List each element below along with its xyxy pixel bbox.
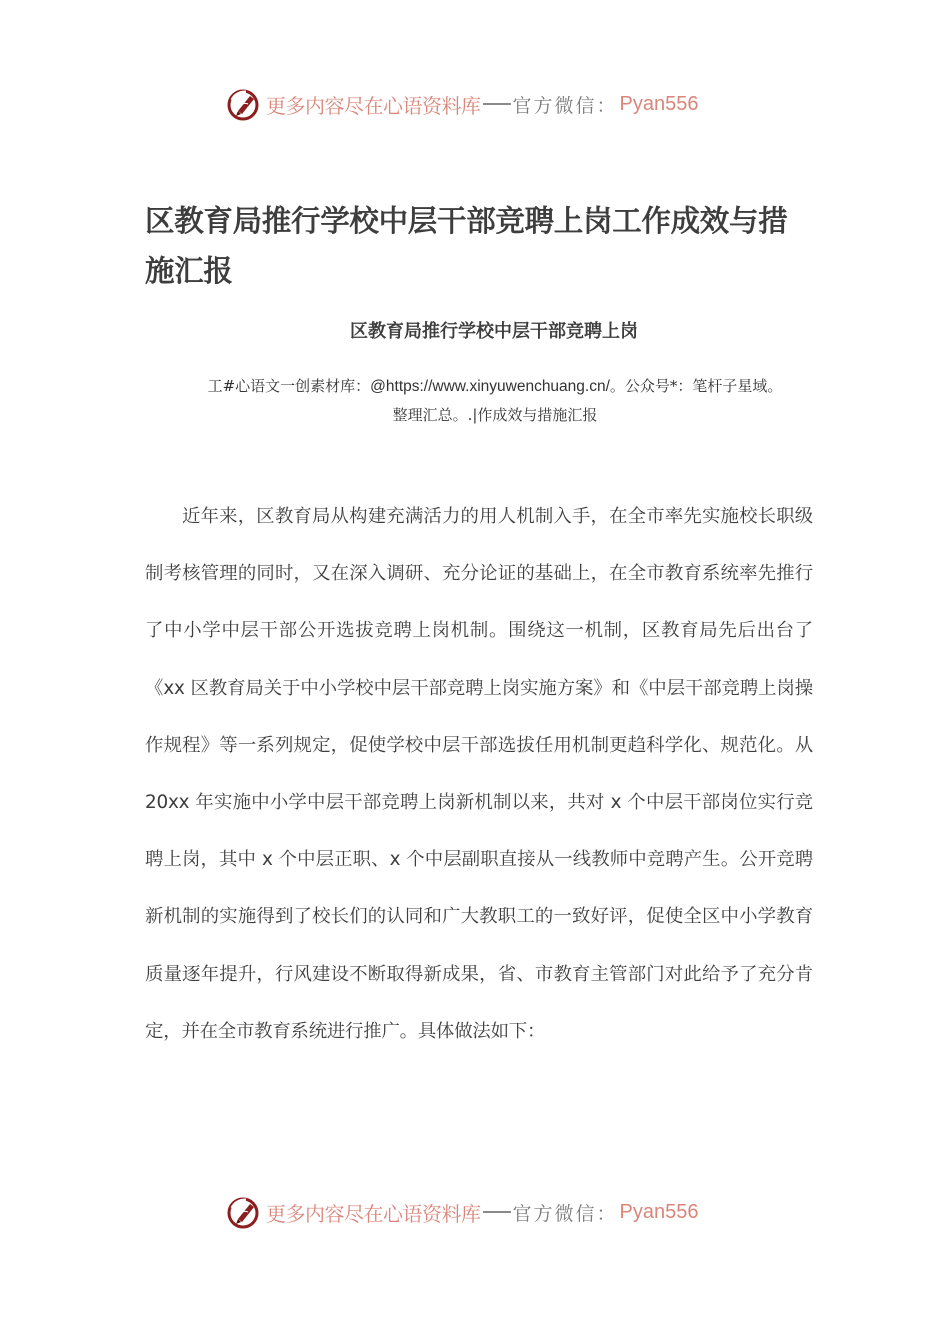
source-note-line-2: 整理汇总。.|作成效与措施汇报 <box>392 406 598 424</box>
footer-banner <box>226 1192 726 1232</box>
banner-wechat-id: Pyan556 <box>619 1200 699 1223</box>
source-note-line-1 <box>150 372 840 401</box>
document-title: 区教育局推行学校中层干部竞聘上岗工作成效与措施汇报 <box>145 204 788 288</box>
banner-dash <box>483 103 511 105</box>
banner-wechat-label: 官方微信： <box>512 94 618 117</box>
header-banner <box>226 84 726 124</box>
pen-nib-logo-icon <box>226 86 262 122</box>
banner-wechat-label: 官方微信： <box>512 1202 618 1225</box>
banner-site-text: 更多内容尽在心语资料库 <box>266 1201 481 1226</box>
source-note-prefix: 工#心语文一创素材库： <box>207 377 371 395</box>
document-subtitle: 区教育局推行学校中层干部竞聘上岗 <box>350 321 638 342</box>
source-note <box>150 372 840 430</box>
source-url[interactable]: @https://www.xinyuwenchuang.cn/ <box>370 378 610 395</box>
pen-nib-logo-icon <box>226 1194 262 1230</box>
banner-site-text: 更多内容尽在心语资料库 <box>266 93 481 118</box>
banner-wechat-id: Pyan556 <box>619 92 699 115</box>
body-paragraph: 近年来，区教育局从构建充满活力的用人机制入手，在全市率先实施校长职级制考核管理的同时，又在深入调研、充分论证的基础上，在全市教育系统率先推行了中小学中层干部公开选拔竞聘上岗机制。围绕这一机制，区教育局先后出台了《xx 区教育局关于中小学校中层干部竞聘上岗实施方案》和《中层干部竞聘上岗操作规程》等一系列规定，促使学校中层干部选拔任用机制更趋科学化、规范化。从 20xx 年实施中小学中层干部竞聘上岗新机制以来，共对 x 个中层干部岗位实行竞聘上岗，其中 x 个中层正职、x 个中层副职直接从一线教师中竞聘产生。公开竞聘新机制的实施得到了校长们的认同和广大教职工的一致好评，促使全区中小学教育质量逐年提升，行风建设不断取得新成果，省、市教育主管部门对此给予了充分肯定，并在全市教育系统进行推广。具体做法如下： <box>145 506 813 1042</box>
source-note-suffix: 。公众号*：笔杆子星域。 <box>609 377 783 395</box>
banner-dash <box>483 1211 511 1213</box>
